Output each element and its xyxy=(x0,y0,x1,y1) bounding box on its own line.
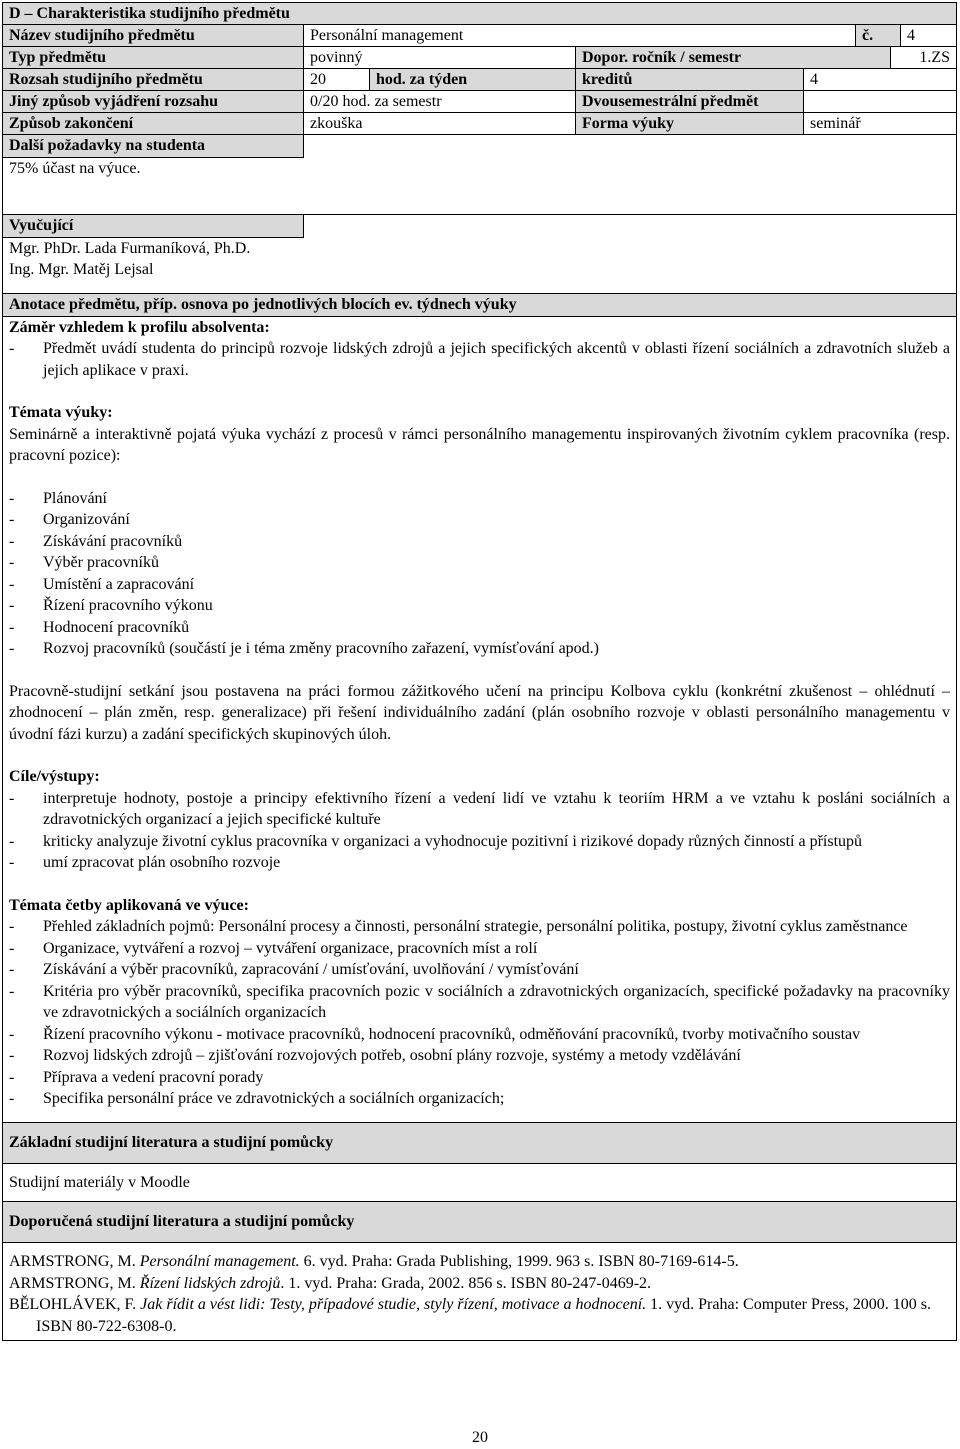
list-item: - Organizování xyxy=(9,509,950,531)
list-item: - Organizace, vytváření a rozvoj – vytváření organizace, pracovních míst a rolí xyxy=(9,938,950,960)
teachers-section xyxy=(3,215,956,294)
other-scope-value: 0/20 hod. za semestr xyxy=(303,91,575,112)
two-semester-value xyxy=(803,91,956,112)
scope-value: 20 xyxy=(303,69,369,90)
completion-row xyxy=(3,113,956,135)
hours-per-week-label: hod. za týden xyxy=(369,69,575,90)
list-item: - Získávání a výběr pracovníků, zapracování / umísťování, uvolňování / vymísťování xyxy=(9,959,950,981)
course-name-row xyxy=(3,25,956,47)
credits-value: 4 xyxy=(803,69,956,90)
teaching-form-value: seminář xyxy=(803,113,956,134)
list-item: - Řízení pracovního výkonu - motivace pracovníků, hodnocení pracovníků, odměňování pracovníků, tvorby motivačního soustav xyxy=(9,1024,950,1046)
two-semester-label: Dvousemestrální předmět xyxy=(575,91,803,112)
page-number: 20 xyxy=(472,1429,488,1446)
scope-row xyxy=(3,69,956,91)
annotation-section xyxy=(3,294,956,1123)
course-name-label: Název studijního předmětu xyxy=(3,25,303,46)
list-item: - kriticky analyzuje životní cyklus pracovníka v organizaci a vyhodnocuje pozitivní i rizikové dopady různých činností a přístupů xyxy=(9,831,950,853)
method-text: Pracovně-studijní setkání jsou postavena na práci formou zážitkového učení na principu Kolbova cyklu (konkrétní zkušenost – ohlédnutí – zhodnocení – plán změn, resp. generalizace) při řešení individuálního zadání (plán osobního rozvoje v oblasti personálního managementu v úvodní fázi kurzu) a zadání specifických skupinových úloh. xyxy=(9,682,950,743)
year-semester-value: 1.ZS xyxy=(890,47,956,68)
teacher-name: Mgr. PhDr. Lada Furmaníková, Ph.D. xyxy=(9,239,251,257)
reference-list xyxy=(3,1243,956,1340)
reading-list xyxy=(9,916,950,1110)
list-item: - Přehled základních pojmů: Personální procesy a činnosti, personální strategie, personální politika, postupy, životní cyklus zaměstnance xyxy=(9,916,950,938)
list-item: - umí zpracovat plán osobního rozvoje xyxy=(9,852,950,874)
basic-literature-text: Studijní materiály v Moodle xyxy=(9,1173,190,1191)
topics-intro: Seminárně a interaktivně pojatá výuka vychází z procesů v rámci personálního managementu inspirovaných životním cyklem pracovníka (resp. pracovní pozice): xyxy=(9,425,950,464)
teachers-label: Vyučující xyxy=(3,215,304,238)
course-name-value: Personální management xyxy=(303,25,855,46)
completion-value: zkouška xyxy=(303,113,575,134)
credits-label: kreditů xyxy=(575,69,803,90)
list-item: - Výběr pracovníků xyxy=(9,552,950,574)
requirements-label: Další požadavky na studenta xyxy=(3,135,304,158)
recommended-literature-heading: Doporučená studijní literatura a studijní pomůcky xyxy=(3,1202,956,1243)
list-item: - interpretuje hodnoty, postoje a principy efektivního řízení a vedení lidí ve vztahu k teoriím HRM a ve vztahu k posláni sociálních a zdravotnických organizací a jejich specifické kultuře xyxy=(9,788,950,831)
teacher-name: Ing. Mgr. Matěj Lejsal xyxy=(9,261,154,278)
teaching-form-label: Forma výuky xyxy=(575,113,803,134)
course-characteristics-form xyxy=(2,2,957,1341)
year-semester-label: Dopor. ročník / semestr xyxy=(575,47,890,68)
course-number-label: č. xyxy=(855,25,900,46)
other-scope-row xyxy=(3,91,956,113)
topics-list xyxy=(9,488,950,660)
reference-item: ARMSTRONG, M. Řízení lidských zdrojů. 1. vyd. Praha: Grada, 2002. 856 s. ISBN 80-247-0469-2. xyxy=(9,1274,652,1292)
requirements-section xyxy=(3,135,956,215)
list-item: - Umístění a zapracování xyxy=(9,574,950,596)
list-item: - Rozvoj pracovníků (součástí je i téma změny pracovního zařazení, vymísťování apod.) xyxy=(9,638,950,660)
completion-label: Způsob zakončení xyxy=(3,113,303,134)
course-number-value: 4 xyxy=(900,25,956,46)
list-item: - Plánování xyxy=(9,488,950,510)
aim-heading: Záměr vzhledem k profilu absolventa: xyxy=(9,318,270,336)
reference-item: ARMSTRONG, M. Personální management. 6. vyd. Praha: Grada Publishing, 1999. 963 s. ISBN 80-7169-614-5. xyxy=(9,1253,739,1270)
list-item: - Kritéria pro výběr pracovníků, specifika pracovních pozic v sociálních a zdravotnických organizacích, specifické požadavky na pracovníky ve zdravotnických a sociálních organizacích xyxy=(9,981,950,1024)
aim-list xyxy=(9,338,950,381)
list-item: - Specifika personální práce ve zdravotnických a sociálních organizacích; xyxy=(9,1088,950,1110)
form-title: D – Charakteristika studijního předmětu xyxy=(3,3,956,24)
list-item: - Předmět uvádí studenta do principů rozvoje lidských zdrojů a jejich specifických akcentů v oblasti řízení sociálních a zdravotních služeb a jejich aplikace v praxi. xyxy=(9,338,950,381)
reading-heading: Témata četby aplikovaná ve výuce: xyxy=(9,896,249,914)
topics-heading: Témata výuky: xyxy=(9,404,113,421)
basic-literature-section xyxy=(3,1123,956,1203)
basic-literature-heading: Základní studijní literatura a studijní pomůcky xyxy=(3,1123,956,1164)
list-item: - Řízení pracovního výkonu xyxy=(9,595,950,617)
list-item: - Získávání pracovníků xyxy=(9,531,950,553)
list-item: - Hodnocení pracovníků xyxy=(9,617,950,639)
list-item: - Příprava a vedení pracovní porady xyxy=(9,1067,950,1089)
annotation-heading: Anotace předmětu, příp. osnova po jednotlivých blocích ev. týdnech výuky xyxy=(3,294,956,317)
goals-heading: Cíle/výstupy: xyxy=(9,768,100,785)
scope-label: Rozsah studijního předmětu xyxy=(3,69,303,90)
list-item: - Rozvoj lidských zdrojů – zjišťování rozvojových potřeb, osobní plány rozvoje, systémy a metody vzdělávání xyxy=(9,1045,950,1067)
course-type-row xyxy=(3,47,956,69)
course-type-label: Typ předmětu xyxy=(3,47,303,68)
recommended-literature-section xyxy=(3,1202,956,1340)
course-type-value: povinný xyxy=(303,47,575,68)
goals-list xyxy=(9,788,950,874)
reference-item: BĚLOHLÁVEK, F. Jak řídit a vést lidi: Testy, případové studie, styly řízení, motivace a hodnocení. 1. vyd. Praha: Computer Press, 2000. 100 s. ISBN 80-722-6308-0. xyxy=(9,1296,932,1335)
title-row xyxy=(3,3,956,25)
requirements-value: 75% účast na výuce. xyxy=(9,160,141,177)
other-scope-label: Jiný způsob vyjádření rozsahu xyxy=(3,91,303,112)
